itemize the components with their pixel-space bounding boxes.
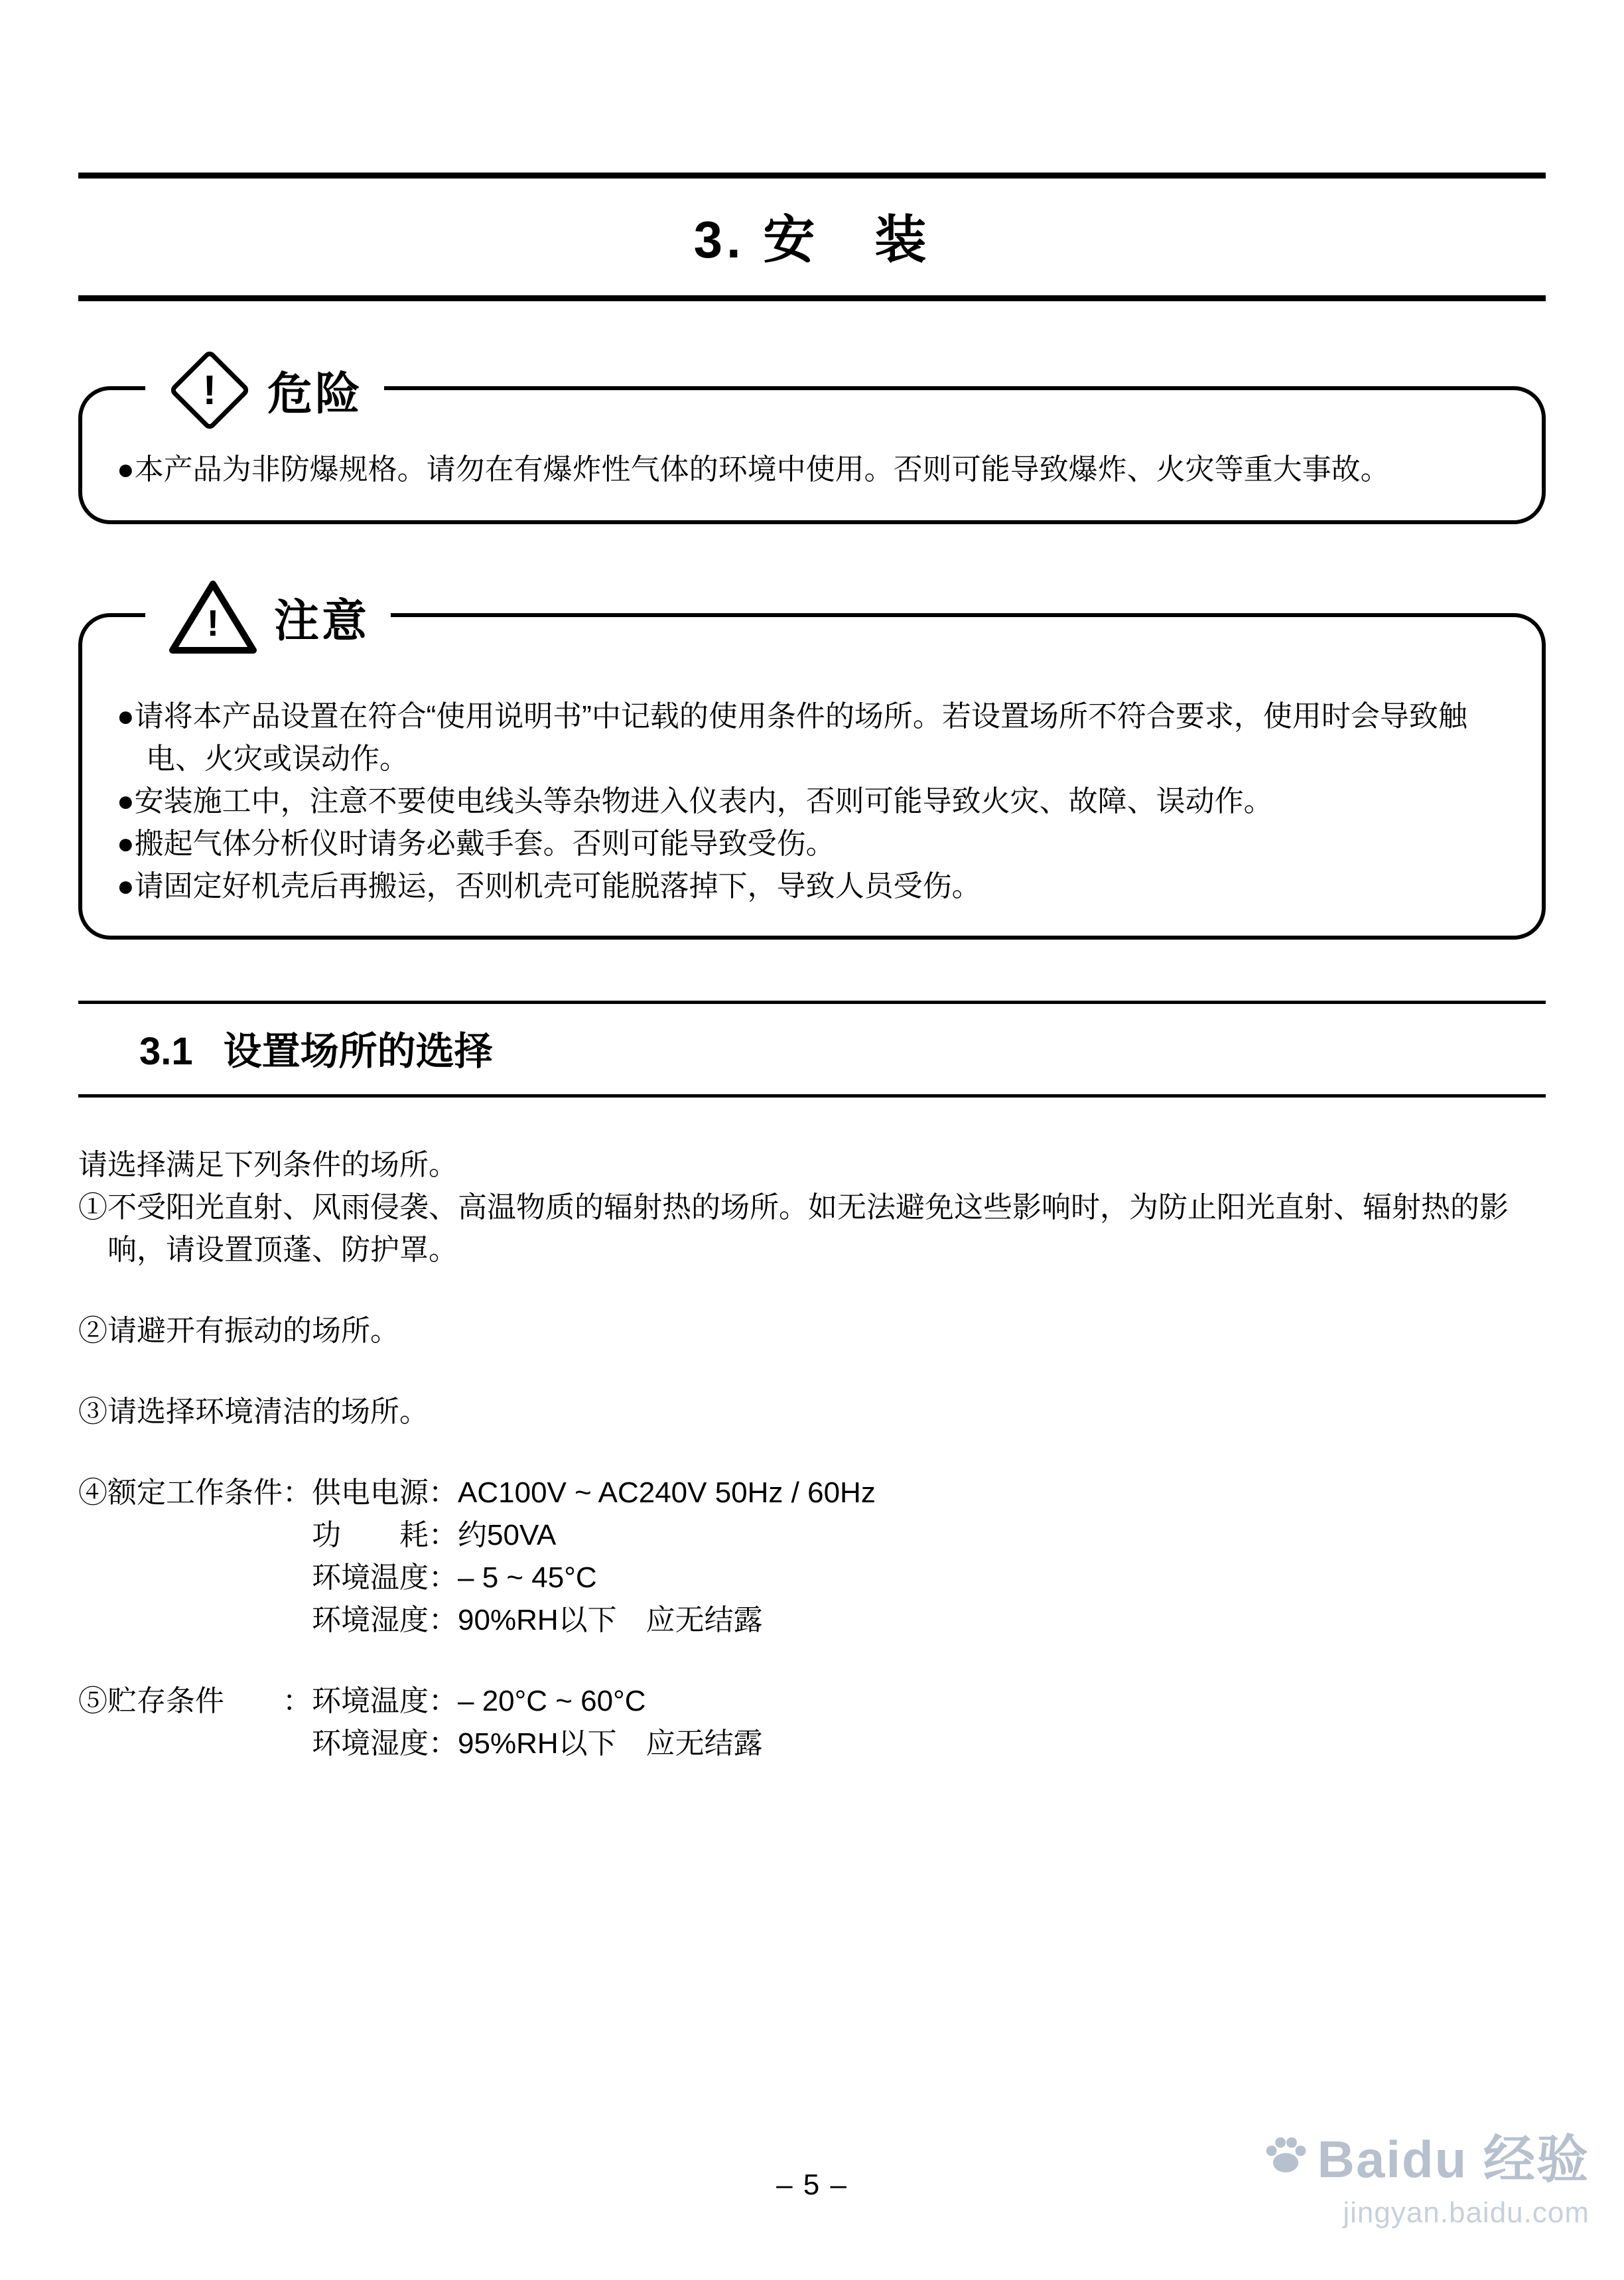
- baidu-watermark: [1262, 2118, 1590, 2230]
- paw-icon: [1262, 2131, 1310, 2179]
- condition-line: 环境湿度：95%RH以下 应无结露: [312, 1727, 763, 1760]
- caution-items: [117, 695, 1512, 908]
- condition-item-5-label: ⑤贮存条件 ：: [78, 1685, 312, 1717]
- caution-item: ●安装施工中，注意不要使电线头等杂物进入仪表内，否则可能导致火灾、故障、误动作。: [117, 785, 1273, 818]
- condition-line: 环境湿度：90%RH以下 应无结露: [312, 1604, 763, 1636]
- condition-line: 功 耗：约50VA: [312, 1519, 557, 1551]
- section-number: 3.1: [139, 1030, 193, 1073]
- watermark-brand-row: [1262, 2118, 1590, 2192]
- danger-items: [117, 449, 1512, 491]
- condition-item-1: ①不受阳光直射、风雨侵袭、高温物质的辐射热的场所。如无法避免这些影响时，为防止阳光直射、辐射热的影响，请设置顶蓬、防护罩。: [78, 1191, 1509, 1266]
- condition-item-4: [78, 1472, 1546, 1642]
- watermark-brand: Baidu 经验: [1317, 2130, 1590, 2188]
- caution-item: ●搬起气体分析仪时请务必戴手套。否则可能导致受伤。: [117, 827, 835, 860]
- danger-box: [78, 367, 1546, 524]
- title-rule-top: [78, 173, 1546, 178]
- danger-header: [145, 347, 384, 433]
- condition-item-2: ②请避开有振动的场所。: [78, 1315, 399, 1347]
- diamond-exclamation-icon: [167, 347, 253, 433]
- exclamation-glyph: !: [202, 367, 217, 413]
- body-intro: 请选择满足下列条件的场所。: [78, 1149, 458, 1181]
- exclamation-glyph: !: [206, 602, 220, 644]
- caution-item: ●请将本产品设置在符合“使用说明书”中记载的使用条件的场所。若设置场所不符合要求，使用时会导致触电、火灾或误动作。: [117, 700, 1467, 775]
- body-text: [78, 1144, 1546, 1765]
- condition-item-4-label: ④额定工作条件：: [78, 1476, 312, 1509]
- condition-item-5-lines: [312, 1680, 1546, 1765]
- danger-item: ●本产品为非防爆规格。请勿在有爆炸性气体的环境中使用。否则可能导致爆炸、火灾等重大事故。: [117, 453, 1390, 486]
- caution-header: [145, 577, 391, 657]
- condition-line: 供电电源：AC100V ~ AC240V 50Hz / 60Hz: [312, 1476, 876, 1509]
- danger-label: 危险: [267, 368, 364, 419]
- condition-item-4-lines: [312, 1472, 1546, 1642]
- section-title: 设置场所的选择: [223, 1030, 493, 1073]
- title-rule-bottom: [78, 295, 1546, 301]
- watermark-url: jingyan.baidu.com: [1343, 2196, 1590, 2229]
- section-heading: [78, 1001, 1546, 1098]
- condition-item-3: ③请选择环境清洁的场所。: [78, 1395, 429, 1428]
- caution-item: ●请固定好机壳后再搬运，否则机壳可能脱落掉下，导致人员受伤。: [117, 870, 981, 902]
- page-number: – 5 –: [776, 2169, 848, 2201]
- condition-item-5: [78, 1680, 1546, 1765]
- caution-label: 注意: [274, 595, 370, 646]
- chapter-title: 3. 安 装: [693, 210, 931, 269]
- triangle-exclamation-icon: [167, 577, 259, 657]
- caution-box: [78, 595, 1546, 940]
- condition-line: 环境温度：– 5 ~ 45°C: [312, 1561, 597, 1594]
- condition-line: 环境温度：– 20°C ~ 60°C: [312, 1685, 646, 1717]
